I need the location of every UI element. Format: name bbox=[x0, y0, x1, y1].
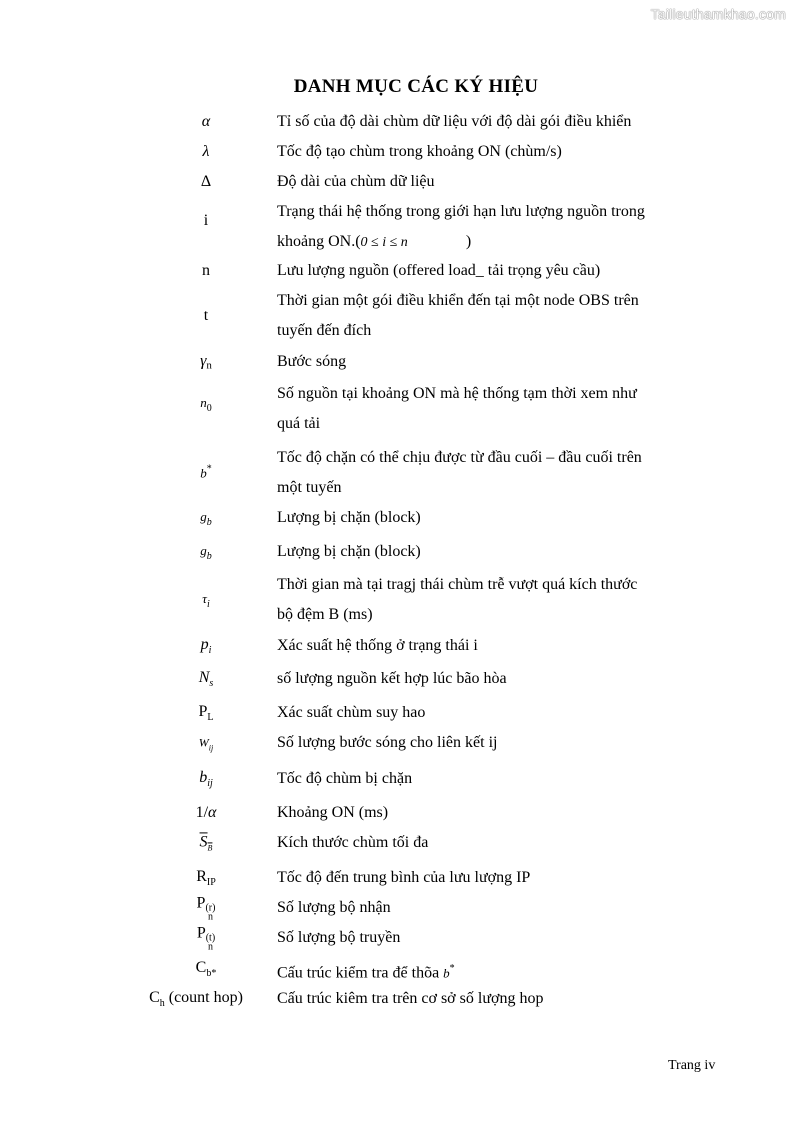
symbol-row bbox=[0, 379, 794, 439]
description bbox=[277, 664, 697, 694]
description-line: Xác suất chùm suy hao bbox=[277, 704, 426, 721]
description-line: Số lượng bộ nhận bbox=[277, 899, 391, 916]
description-line: một tuyến bbox=[277, 479, 342, 496]
symbol: P (t) n bbox=[196, 924, 216, 953]
symbol-row bbox=[0, 863, 794, 893]
description bbox=[277, 137, 697, 167]
description-line: Số lượng bộ truyền bbox=[277, 929, 401, 946]
symbol-row bbox=[0, 167, 794, 197]
symbol-row bbox=[0, 893, 794, 923]
symbol-row bbox=[0, 107, 794, 137]
symbol: $g_b$ bbox=[200, 508, 212, 529]
symbol: $C_h$ (count hop) bbox=[149, 988, 243, 1010]
symbol-row bbox=[0, 698, 794, 728]
description bbox=[277, 698, 697, 728]
description-line: Độ dài của chùm dữ liệu bbox=[277, 173, 435, 190]
symbol-row bbox=[0, 503, 794, 533]
description bbox=[277, 537, 697, 567]
description-line: Tốc độ chùm bị chặn bbox=[277, 770, 413, 787]
symbol-row bbox=[0, 954, 794, 984]
description bbox=[277, 728, 697, 758]
symbol: $N_s$ bbox=[198, 668, 214, 690]
description-line: Thời gian mà tại tragj thái chùm trễ vượt quá kích thước bbox=[277, 576, 638, 593]
symbol-row bbox=[0, 664, 794, 694]
description-text: khoảng ON.( bbox=[277, 233, 361, 250]
description-line: số lượng nguồn kết hợp lúc bão hòa bbox=[277, 670, 507, 687]
description bbox=[277, 954, 697, 984]
symbol-row bbox=[0, 923, 794, 953]
symbol: λ bbox=[202, 143, 210, 160]
description-line: Khoảng ON (ms) bbox=[277, 804, 389, 821]
inequality: 0 ≤ i ≤ n bbox=[360, 235, 408, 250]
symbol: $g_b$ bbox=[200, 542, 212, 563]
description-line: Số nguồn tại khoảng ON mà hệ thống tạm thời xem như bbox=[277, 385, 637, 402]
symbol: 1/α bbox=[195, 804, 217, 821]
symbol-row bbox=[0, 728, 794, 758]
symbol: Δ bbox=[200, 173, 212, 190]
description-line: Lượng bị chặn (block) bbox=[277, 509, 421, 526]
symbol: $n_0$ bbox=[200, 395, 212, 415]
description-text: Cấu trúc kiểm tra để thõa bbox=[277, 964, 440, 982]
description bbox=[277, 197, 697, 257]
symbol: $C_{b*}$ bbox=[195, 958, 217, 980]
symbol: n bbox=[202, 262, 210, 279]
description bbox=[277, 107, 697, 137]
description bbox=[277, 286, 697, 346]
inline-symbol: b bbox=[443, 965, 450, 981]
description bbox=[277, 443, 697, 503]
description bbox=[277, 798, 697, 828]
symbol-row bbox=[0, 798, 794, 828]
inline-symbol-sup: * bbox=[449, 963, 455, 974]
description-line: tuyến đến đích bbox=[277, 322, 372, 339]
description-line: Lượng bị chặn (block) bbox=[277, 543, 421, 560]
description-line: Trạng thái hệ thống trong giới hạn lưu lượng nguồn trong bbox=[277, 203, 645, 220]
symbol-row bbox=[0, 347, 794, 377]
symbol-row bbox=[0, 984, 794, 1014]
description bbox=[277, 347, 697, 377]
symbol: γn bbox=[200, 352, 212, 372]
description bbox=[277, 828, 697, 858]
description-line: Tốc độ tạo chùm trong khoảng ON (chùm/s) bbox=[277, 143, 562, 160]
description bbox=[277, 503, 697, 533]
symbol-row bbox=[0, 631, 794, 661]
symbol: $R_{IP}$ bbox=[196, 867, 216, 889]
description-line: Tỉ số của độ dài chùm dữ liệu với độ dài gói điều khiển bbox=[277, 113, 632, 130]
symbol: $\tau_i$ bbox=[202, 590, 210, 611]
description-line: Số lượng bước sóng cho liên kết ij bbox=[277, 734, 498, 751]
description-line: quá tải bbox=[277, 415, 321, 432]
description bbox=[277, 764, 697, 794]
symbol: $W_{ij}$ bbox=[198, 735, 214, 753]
symbol-row bbox=[0, 286, 794, 346]
description bbox=[277, 379, 697, 439]
description-line: bộ đệm B (ms) bbox=[277, 606, 373, 623]
close-paren: ) bbox=[465, 233, 472, 250]
description bbox=[277, 570, 697, 630]
page-number: Trang iv bbox=[668, 1058, 716, 1073]
description bbox=[277, 984, 697, 1014]
symbol-row bbox=[0, 828, 794, 858]
symbol: b* bbox=[200, 463, 212, 481]
symbol: $p_i$ bbox=[200, 635, 212, 657]
symbol-row bbox=[0, 764, 794, 794]
description bbox=[277, 256, 697, 286]
symbol-row bbox=[0, 197, 794, 257]
symbol: $S_B$ bbox=[199, 833, 213, 853]
symbol: t bbox=[203, 307, 209, 324]
symbol: α bbox=[201, 113, 211, 130]
description bbox=[277, 167, 697, 197]
description-line: Bước sóng bbox=[277, 353, 347, 370]
description-line: Tốc độ đến trung bình của lưu lượng IP bbox=[277, 869, 531, 886]
symbol-row bbox=[0, 137, 794, 167]
description bbox=[277, 923, 697, 953]
symbol-row bbox=[0, 256, 794, 286]
watermark: Tailieuthamkhao.com bbox=[650, 6, 786, 22]
description-line: Kích thước chùm tối đa bbox=[277, 834, 429, 851]
description-line bbox=[277, 954, 697, 984]
description-line: Lưu lượng nguồn (offered load_ tải trọng yêu cầu) bbox=[277, 262, 601, 279]
symbol: i bbox=[203, 212, 209, 229]
description-line bbox=[277, 227, 697, 257]
description-line: Cấu trúc kiêm tra trên cơ sở số lượng hop bbox=[277, 990, 544, 1007]
description-line: Xác suất hệ thống ở trạng thái i bbox=[277, 637, 478, 654]
page-title: DANH MỤC CÁC KÝ HIỆU bbox=[293, 76, 539, 97]
symbol: $P_L$ bbox=[198, 702, 214, 724]
description bbox=[277, 631, 697, 661]
symbol-row bbox=[0, 443, 794, 503]
description bbox=[277, 893, 697, 923]
symbol-row bbox=[0, 537, 794, 567]
description-line: Thời gian một gói điều khiển đến tại một node OBS trên bbox=[277, 292, 639, 309]
symbol-row bbox=[0, 570, 794, 630]
description-line: Tốc độ chặn có thể chịu được từ đầu cuối – đầu cuối trên bbox=[277, 449, 642, 466]
symbol: P (r) n bbox=[196, 894, 216, 923]
symbol: $b_{ij}$ bbox=[199, 768, 213, 790]
description bbox=[277, 863, 697, 893]
